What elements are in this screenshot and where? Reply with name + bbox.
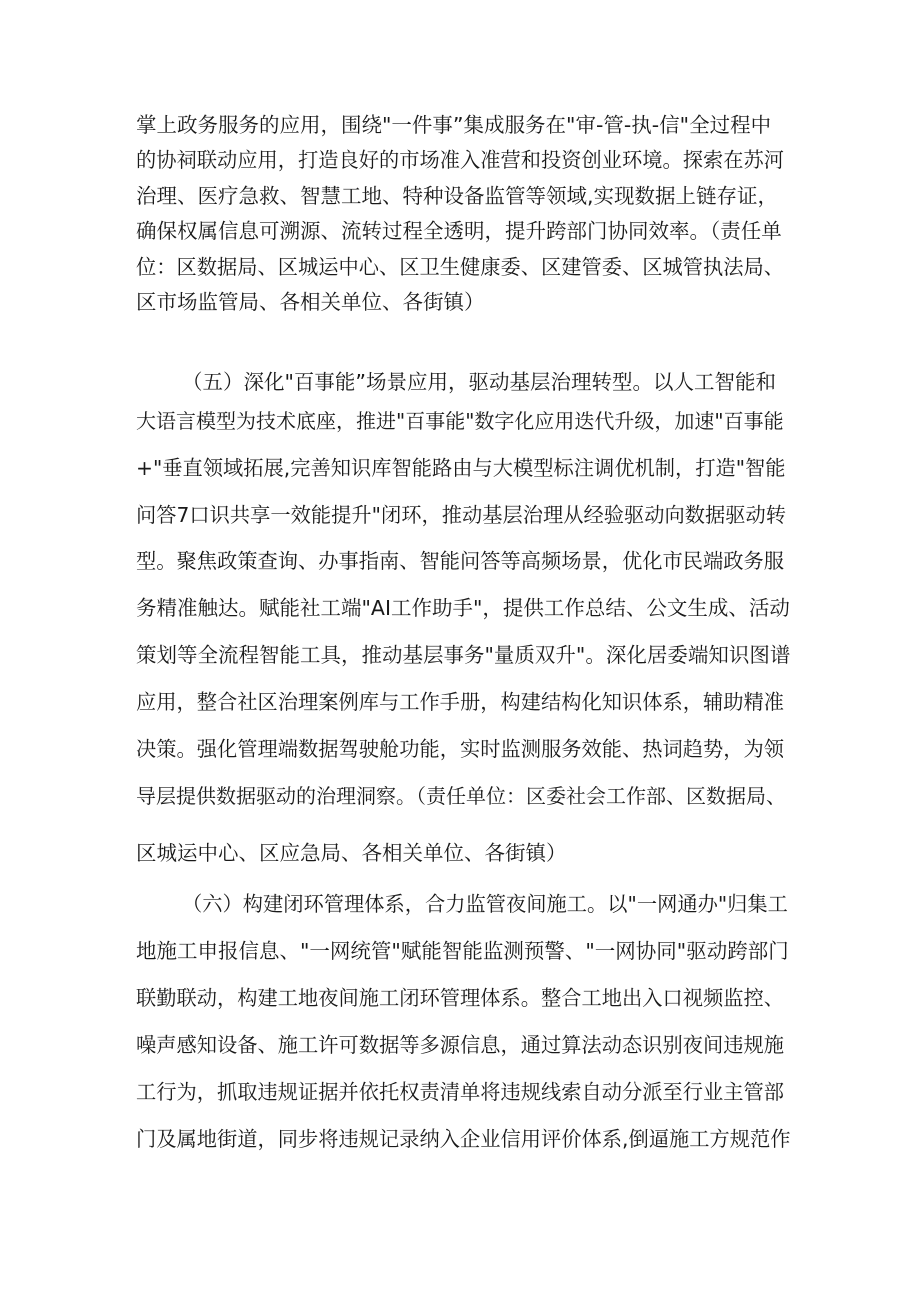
text-line: 问答7口识共享一效能提升"闭环，推动基层治理从经验驱动向数据驱动转 xyxy=(136,503,786,527)
text-line: 策划等全流程智能工具，推动基层事务"量质双升"。深化居委端知识图谱 xyxy=(136,643,791,667)
text-line: 掌上政务服务的应用，围绕"一件事”集成服务在"审-管-执-信"全过程中 xyxy=(136,113,772,137)
text-line: 治理、医疗急救、智慧工地、特种设备监管等领域,实现数据上链存证， xyxy=(136,184,779,208)
section-heading-line: （六）构建闭环管理体系，合力监管夜间施工。以"一网通办"归集工 xyxy=(182,892,788,916)
text-line: 型。聚焦政策查询、办事指南、智能问答等高频场景，优化市民端政务服 xyxy=(136,549,785,573)
text-line: +"垂直领域拓展,完善知识库智能路由与大模型标注调优机制，打造"智能 xyxy=(136,456,786,480)
text-line: 导层提供数据驱动的治理洞察。（责任单位：区委社会工作部、区数据局、 xyxy=(136,784,786,808)
text-line: 门及属地街道，同步将违规记录纳入企业信用评价体系,倒逼施工方规范作 xyxy=(136,1127,791,1151)
text-line: 噪声感知设备、施工许可数据等多源信息，通过算法动态识别夜间违规施 xyxy=(136,1033,785,1057)
text-line: 大语言模型为技术底座，推进"百事能"数字化应用迭代升级，加速"百事能 xyxy=(136,409,784,433)
text-line: 地施工申报信息、"一网统管"赋能智能监测预警、"一网协同"驱动跨部门 xyxy=(136,939,789,963)
section-heading-line: （五）深化"百事能”场景应用，驱动基层治理转型。以人工智能和 xyxy=(182,370,777,394)
text-line: 确保权属信息可溯源、流转过程全透明，提升跨部门协同效率。（责任单 xyxy=(136,219,782,243)
text-line: 区市场监管局、各相关单位、各街镇） xyxy=(136,290,485,314)
text-line: 决策。强化管理端数据驾驶舱功能，实时监测服务效能、热词趋势，为领 xyxy=(136,737,785,761)
text-line: 务精准触达。赋能社工端"AI工作助手"，提供工作总结、公文生成、活动 xyxy=(136,596,790,620)
text-line: 应用，整合社区治理案例库与工作手册，构建结构化知识体系，辅助精准 xyxy=(136,690,785,714)
text-line: 区城运中心、区应急局、各相关单位、各街镇） xyxy=(136,841,567,865)
text-line: 联勤联动，构建工地夜间施工闭环管理体系。整合工地出入口视频监控、 xyxy=(136,986,785,1010)
text-line: 的协祠联动应用，打造良好的市场准入准营和投资创业环境。探索在苏河 xyxy=(136,148,785,172)
text-line: 位：区数据局、区城运中心、区卫生健康委、区建管委、区城管执法局、 xyxy=(136,255,785,279)
text-line: 工行为，抓取违规证据并依托权责清单将违规线索自动分派至行业主管部 xyxy=(136,1080,785,1104)
